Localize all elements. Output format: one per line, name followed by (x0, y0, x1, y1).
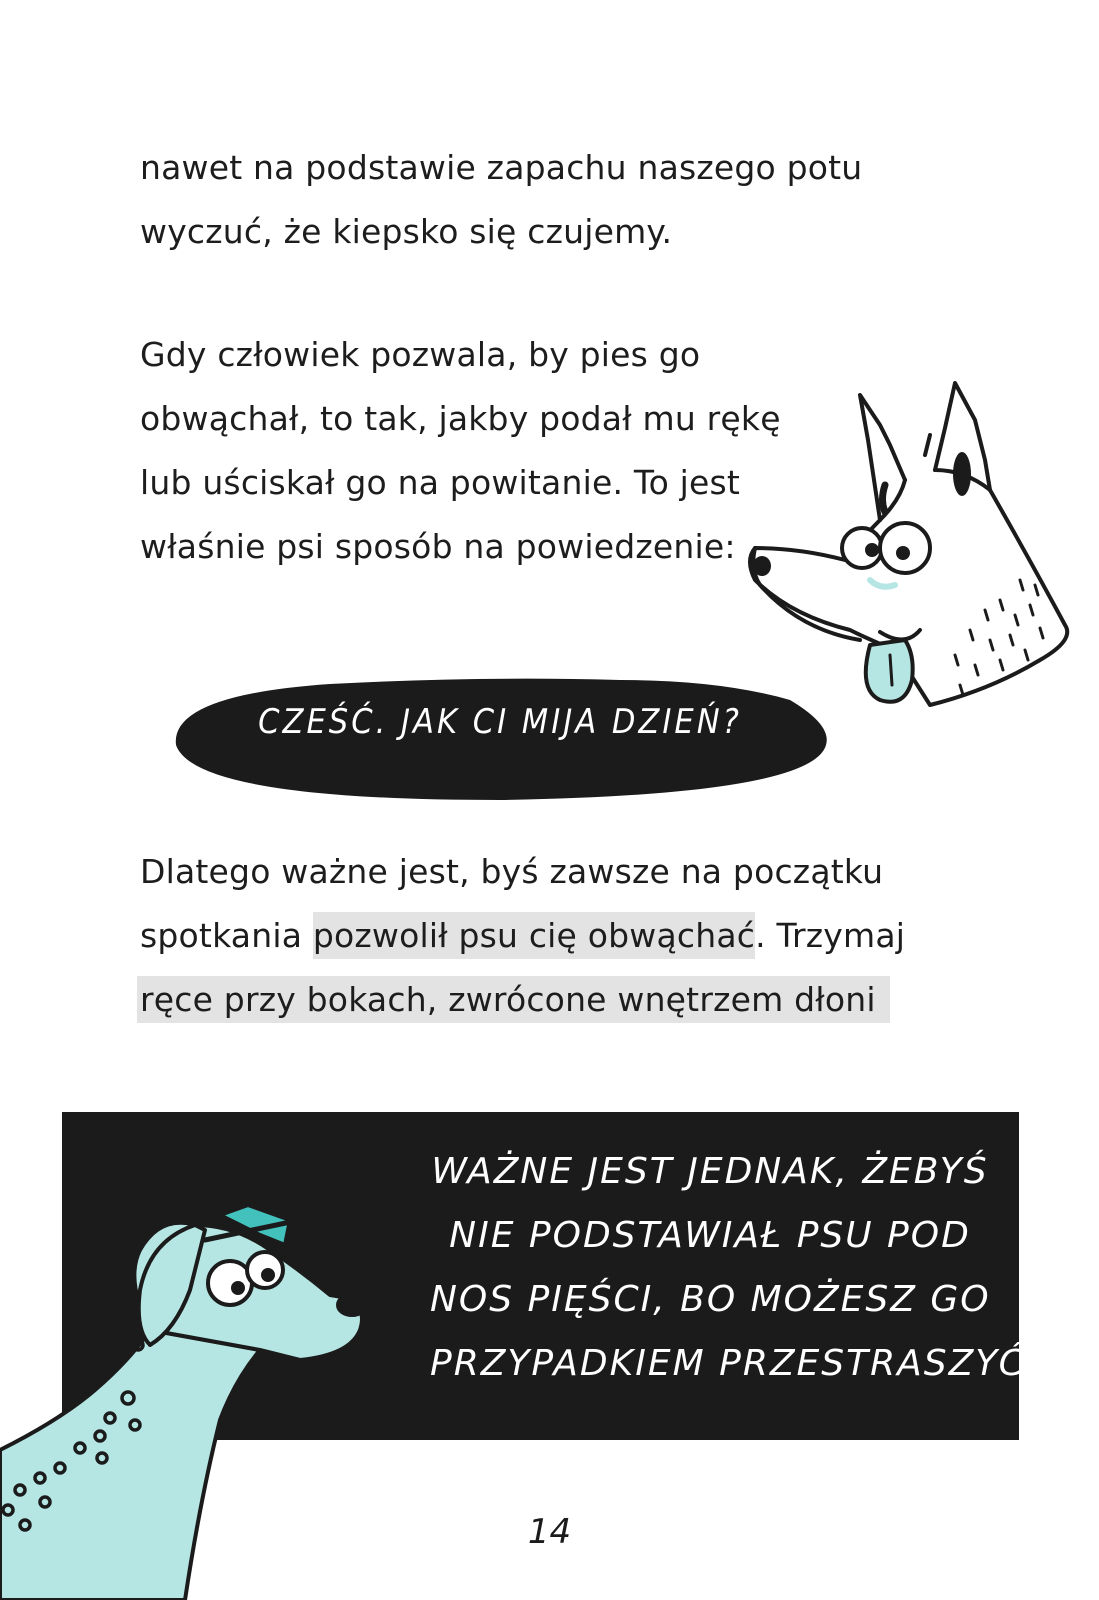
paragraph-line (140, 904, 905, 968)
paragraph-line: właśnie psi sposób na powiedzenie: (140, 527, 736, 566)
page-number: 14 (527, 1512, 572, 1552)
paragraph-line: Dlatego ważne jest, byś zawsze na początku (140, 852, 884, 891)
speech-bubble-text: CZEŚĆ. JAK CI MIJA DZIEŃ? (258, 702, 742, 742)
callout-text (430, 1140, 1040, 1396)
paragraph-line: nawet na podstawie zapachu naszego potu (140, 148, 863, 187)
highlighted-text: pozwolił psu cię obwąchać (313, 912, 755, 959)
callout-line: WAŻNE JEST JEDNAK, ŻEBYŚ (431, 1151, 989, 1192)
callout-line: PRZYPADKIEM PRZESTRASZYĆ. (430, 1343, 1040, 1384)
white-dog-illustration (750, 383, 1067, 705)
paragraph-line (140, 968, 905, 1032)
line-prefix: spotkania (140, 916, 313, 955)
paragraph-line: obwąchał, to tak, jakby podał mu rękę (140, 399, 781, 438)
callout-line: NOS PIĘŚCI, BO MOŻESZ GO (430, 1279, 991, 1320)
paragraph-3 (140, 840, 905, 1032)
paragraph-line: wyczuć, że kiepsko się czujemy. (140, 212, 673, 251)
paragraph-line: Gdy człowiek pozwala, by pies go (140, 335, 701, 374)
line-suffix: . Trzymaj (755, 916, 906, 955)
callout-line: NIE PODSTAWIAŁ PSU POD (449, 1215, 971, 1256)
highlighted-text: ręce przy bokach, zwrócone wnętrzem dłoni (137, 976, 890, 1023)
paragraph-line: lub uściskał go na powitanie. To jest (140, 463, 741, 502)
